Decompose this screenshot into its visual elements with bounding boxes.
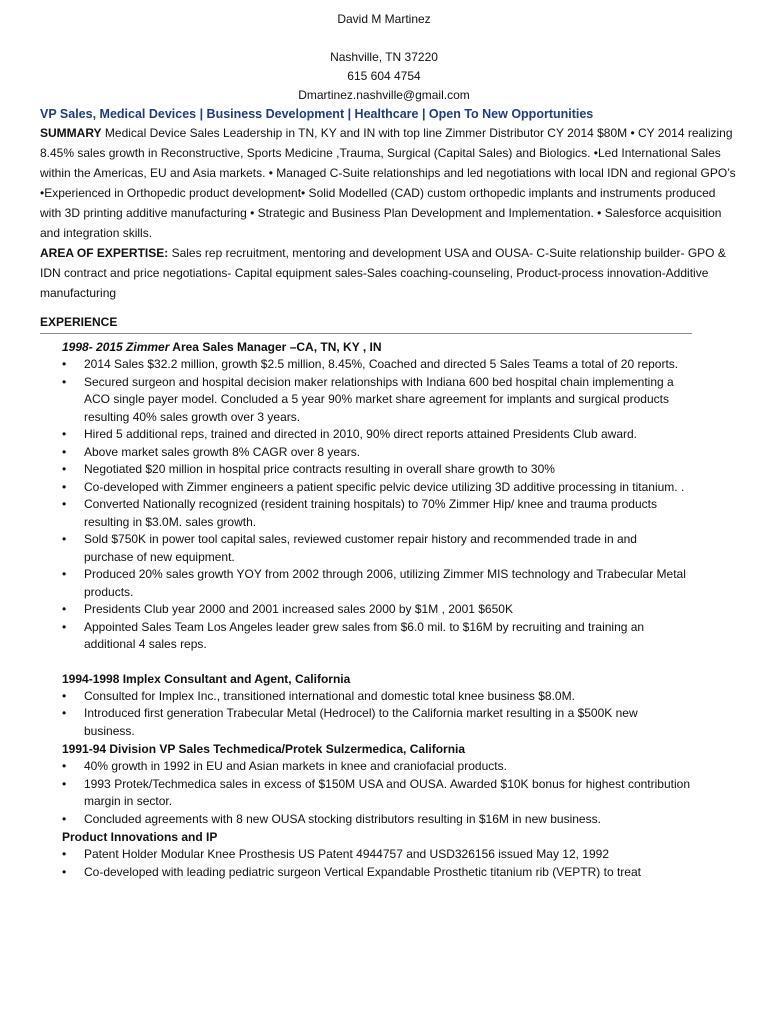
expertise-text: Sales rep recruitment, mentoring and development USA and OUSA- C-Suite relationship builder- GPO & IDN contract and price negotiations- Capital equipment sales-Sales coaching-counseling, Product-process innovation-Additive manufacturing: [40, 246, 726, 300]
summary-label: SUMMARY: [40, 126, 102, 140]
experience-heading: EXPERIENCE: [40, 315, 118, 329]
summary-text: Medical Device Sales Leadership in TN, KY and IN with top line Zimmer Distributor CY 2014 $80M • CY 2014 realizing 8.45% sales growth in Reconstructive, Sports Medicine ,Trauma, Surgical (Capital Sales) and Biologics. •Led International Sales within the Americas, EU and Asia markets. • Managed C-Suite relationships and led negotiations with local IDN and regional GPO’s •Experienced in Orthopedic product development• Solid Modelled (CAD) custom orthopedic implants and instruments produced with 3D printing additive manufacturing • Strategic and Business Plan Development and Implementation. • Salesforce acquisition and integration skills.: [40, 126, 736, 240]
job-techmedica-bullets: [84, 758, 690, 828]
list-item: • 2014 Sales $32.2 million, growth $2.5 million, 8.45%, Coached and directed 5 Sales Teams a total of 20 reports.: [84, 356, 688, 374]
list-item: • Introduced first generation Trabecular Metal (Hedrocel) to the California market resulting in a $500K new business.: [84, 705, 690, 740]
candidate-phone: 615 604 4754: [347, 69, 421, 83]
job-zimmer-dates-company: 1998- 2015 Zimmer: [62, 340, 170, 354]
list-item: • Above market sales growth 8% CAGR over 8 years.: [84, 444, 688, 462]
headline: VP Sales, Medical Devices | Business Development | Healthcare | Open To New Opportunities: [40, 107, 594, 121]
candidate-name: David M Martinez: [337, 12, 431, 26]
candidate-email: Dmartinez.nashville@gmail.com: [298, 88, 470, 102]
expertise-label: AREA OF EXPERTISE:: [40, 246, 169, 260]
expertise-paragraph: [40, 243, 738, 303]
list-item: • Consulted for Implex Inc., transitioned international and domestic total knee business $8.0M.: [84, 688, 690, 706]
summary-paragraph: [40, 123, 738, 243]
ip-heading: Product Innovations and IP: [62, 830, 218, 844]
list-item: • Negotiated $20 million in hospital price contracts resulting in overall share growth to 30%: [84, 461, 688, 479]
list-item: • Secured surgeon and hospital decision maker relationships with Indiana 600 bed hospital chain implementing a ACO single payer model. Concluded a 5 year 90% market share agreement for implants and surgical products resulting 40% sales growth over 3 years.: [84, 374, 688, 427]
list-item: • 40% growth in 1992 in EU and Asian markets in knee and craniofacial products.: [84, 758, 690, 776]
list-item: • Concluded agreements with 8 new OUSA stocking distributors resulting in $16M in new business.: [84, 811, 690, 829]
list-item: • Sold $750K in power tool capital sales, reviewed customer repair history and recommended trade in and purchase of new equipment.: [84, 531, 688, 566]
ip-bullets: [84, 846, 690, 881]
list-item: • Appointed Sales Team Los Angeles leader grew sales from $6.0 mil. to $16M by recruiting and training an additional 4 sales reps.: [84, 619, 688, 654]
list-item: • Presidents Club year 2000 and 2001 increased sales 2000 by $1M , 2001 $650K: [84, 601, 688, 619]
section-divider: [40, 333, 692, 334]
job-zimmer-role: Area Sales Manager –CA, TN, KY , IN: [169, 340, 382, 354]
list-item: • Co-developed with Zimmer engineers a patient specific pelvic device utilizing 3D additive processing in titanium. .: [84, 479, 688, 497]
job-zimmer-title: [62, 338, 768, 356]
list-item: • Co-developed with leading pediatric surgeon Vertical Expandable Prosthetic titanium rib (VEPTR) to treat: [84, 864, 690, 882]
job-zimmer-bullets: [84, 356, 688, 654]
job-implex-title: 1994-1998 Implex Consultant and Agent, California: [62, 671, 351, 686]
candidate-city: Nashville, TN 37220: [330, 50, 438, 64]
list-item: • Converted Nationally recognized (resident training hospitals) to 70% Zimmer Hip/ knee and trauma products resulting in $3.0M. sales growth.: [84, 496, 688, 531]
job-techmedica-title: 1991-94 Division VP Sales Techmedica/Protek Sulzermedica, California: [62, 742, 466, 756]
job-implex-bullets: [84, 688, 690, 741]
list-item: • Patent Holder Modular Knee Prosthesis US Patent 4944757 and USD326156 issued May 12, 1992: [84, 846, 690, 864]
list-item: • 1993 Protek/Techmedica sales in excess of $150M USA and OUSA. Awarded $10K bonus for highest contribution margin in sector.: [84, 776, 690, 811]
list-item: • Produced 20% sales growth YOY from 2002 through 2006, utilizing Zimmer MIS technology and Trabecular Metal products.: [84, 566, 688, 601]
list-item: • Hired 5 additional reps, trained and directed in 2010, 90% direct reports attained Presidents Club award.: [84, 426, 688, 444]
